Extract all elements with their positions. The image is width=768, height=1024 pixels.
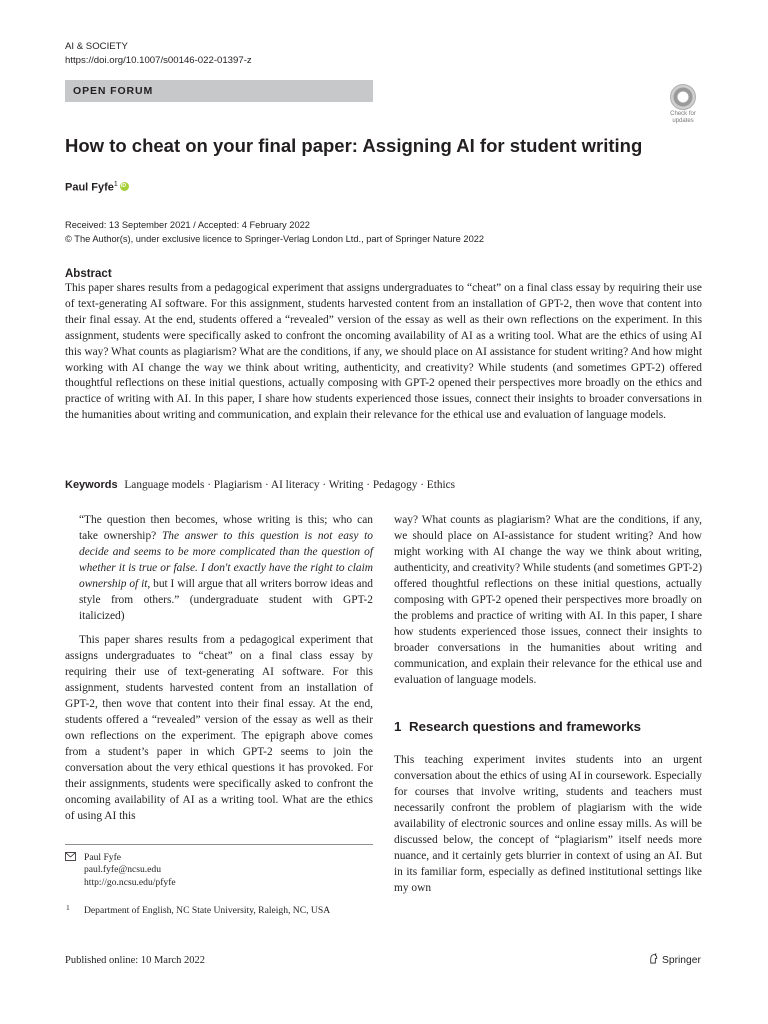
epigraph-italic: The answer to this question is not easy to decide and seems to be more complicated than the question of whether it is true or false. I don't exactly have the right to claim ownership of it [79,530,373,590]
publisher-name: Springer [662,955,701,966]
intro-paragraph-continued: way? What counts as plagiarism? What are the conditions, if any, we should place on AI-assistance for student writing? And how might working with AI change the way we think about writing, authenticity, and creativity? While students (and sometimes GPT-2) offered thoughtful reflections on these initial questions, actually composing with GPT-2 opened their perspectives more broadly on the problems and practice of writing with AI. In this paper, I share how students experienced those issues, connect their insights to broader conversations in the humanities about writing and communication, and explain their relevance for the ethical use and evaluation of language models. [394,514,703,686]
epigraph [65,512,373,624]
section-banner: OPEN FORUM [65,80,373,102]
affiliation-number: 1 [66,903,70,912]
orcid-icon[interactable] [120,182,129,191]
article-title: How to cheat on your final paper: Assigning AI for student writing [65,135,643,156]
published-date: Published online: 10 March 2022 [65,955,205,966]
keywords [65,477,715,493]
affiliation: Department of English, NC State University, Raleigh, NC, USA [84,905,331,916]
publisher-logo[interactable] [648,953,701,968]
copyright-line: © The Author(s), under exclusive licence to Springer-Verlag London Ltd., part of Springer Nature 2022 [65,234,485,244]
corresponding-author [84,852,176,889]
keywords-list: Language models · Plagiarism · AI literacy · Writing · Pedagogy · Ethics [124,479,456,491]
contact-url[interactable]: http://go.ncsu.edu/pfyfe [84,876,176,888]
body-column-left [65,512,373,824]
intro-paragraph: This paper shares results from a pedagogical experiment that assigns undergraduates to “cheat” on a final class essay by requiring their use of text-generating AI software. For this assignment, students harvested content from an installation of GPT-2, then wove that content into their final essay. At the end, students offered a “revealed” version of the essay as well as their own reflections on the experiment. The epigraph above comes from a student’s paper in which GPT-2 seems to join the conversation about the very ethical questions it has provoked. For their assignments, students were specifically asked to confront the oncoming availability of AI as a writing tool. What are the ethics of using AI this [65,634,373,822]
check-for-updates-badge[interactable] [664,84,702,124]
doi-link[interactable]: https://doi.org/10.1007/s00146-022-01397-z [65,55,252,66]
journal-header [65,40,252,68]
author-line [65,177,129,196]
check-label-1: Check for [670,111,696,117]
epigraph-start: “The question then becomes, whose writing is this; who can take ownership? [79,514,373,542]
section-number: 1 [394,719,402,734]
abstract-heading: Abstract [65,268,112,280]
received-accepted: Received: 13 September 2021 / Accepted: 4 February 2022 [65,220,310,230]
check-updates-icon [670,84,696,110]
article-dates [65,218,484,246]
author-name[interactable]: Paul Fyfe [65,181,114,194]
section-paragraph: This teaching experiment invites students into an urgent conversation about the ethics of using AI in coursework. Especially for courses that involve writing, students and teachers must necessarily confront the problem of plagiarism with the wide availability of electronic sources and online essay mills. As will be discussed below, the concept of “plagiarism” itself needs more nuance, and it certainly gets blurrier in context of using an AI. But in its familiar form, especially as defined institutional settings like my own [394,754,702,894]
keywords-label: Keywords [65,479,118,491]
footnote-rule [65,844,373,845]
check-label-2: updates [672,117,694,124]
contact-name: Paul Fyfe [84,852,122,863]
journal-name: AI & SOCIETY [65,41,128,52]
springer-horse-icon [648,953,659,964]
envelope-icon [65,852,76,865]
epigraph-end: , but I will argue that all writers borrow ideas and style from others.” (undergraduate student with GPT-2 italicized) [79,578,373,622]
contact-email[interactable]: paul.fyfe@ncsu.edu [84,864,162,876]
section-title: Research questions and frameworks [409,719,642,734]
abstract-text: This paper shares results from a pedagogical experiment that assigns undergraduates to “cheat” on a final class essay by requiring their use of text-generating AI software. For this assignment, students harvested content from an installation of GPT-2, then wove that content into their final essay. At the end, students offered a “revealed” version of the essay as well as their own reflections on the experiment. In this assignment, students were specifically asked to confront the oncoming availability of AI as a writing tool. What are the ethics of using AI this way? What counts as plagiarism? What are the conditions, if any, we should place on AI assistance for student writing? And how might working with AI change the way we think about writing, authenticity, and creativity? While students (and sometimes GPT-2) offered thoughtful reflections on these initial questions, actually composing with GPT-2 opened their perspectives more broadly on the ethics and practice of writing with AI. In this paper, I share how students experienced those issues, connect their insights to broader conversations in the humanities about writing and communication, and explain their relevance for the ethical use and evaluation of language models. [65,282,702,422]
author-affiliation-mark: 1 [113,181,118,188]
section-heading [394,718,702,736]
body-column-right [394,512,702,896]
